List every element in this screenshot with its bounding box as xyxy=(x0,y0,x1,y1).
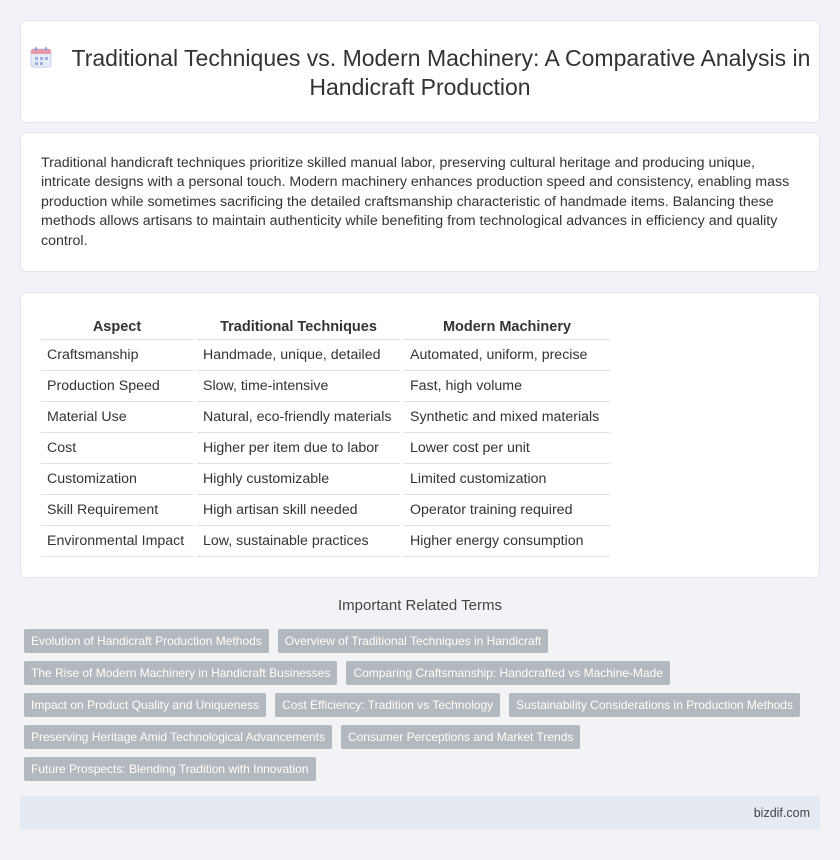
table-row xyxy=(41,464,610,495)
column-header: Aspect xyxy=(41,314,195,340)
table-cell: Slow, time-intensive xyxy=(195,371,402,402)
table-row xyxy=(41,495,610,526)
table-cell: Craftsmanship xyxy=(41,340,195,371)
table-cell: Higher energy consumption xyxy=(402,526,610,557)
comparison-table xyxy=(41,314,610,557)
summary-text: Traditional handicraft techniques prioritize skilled manual labor, preserving cultural heritage and producing unique, intricate designs with a personal touch. Modern machinery enhances production speed and consistency, enabling mass production while sometimes sacrificing the detailed craftsmanship characteristic of handmade items. Balancing these methods allows artisans to maintain authenticity while benefiting from technological advances in efficiency and quality control. xyxy=(41,155,790,249)
table-cell: Handmade, unique, detailed xyxy=(195,340,402,371)
footer xyxy=(20,796,820,830)
table-cell: Skill Requirement xyxy=(41,495,195,526)
title-text: Traditional Techniques vs. Modern Machinery: A Comparative Analysis in Handicraft Production xyxy=(71,45,811,100)
table-row xyxy=(41,340,610,371)
table-cell: Automated, uniform, precise xyxy=(402,340,610,371)
related-term-tag[interactable]: Overview of Traditional Techniques in Handicraft xyxy=(278,629,549,653)
table-cell: Synthetic and mixed materials xyxy=(402,402,610,433)
table-cell: High artisan skill needed xyxy=(195,495,402,526)
table-cell: Material Use xyxy=(41,402,195,433)
related-terms-list xyxy=(24,629,824,789)
table-row xyxy=(41,402,610,433)
related-term-tag[interactable]: Comparing Craftsmanship: Handcrafted vs Machine-Made xyxy=(346,661,669,685)
table-cell: Low, sustainable practices xyxy=(195,526,402,557)
table-cell: Environmental Impact xyxy=(41,526,195,557)
related-term-tag[interactable]: Consumer Perceptions and Market Trends xyxy=(341,725,580,749)
table-cell: Cost xyxy=(41,433,195,464)
table-row xyxy=(41,371,610,402)
table-cell: Highly customizable xyxy=(195,464,402,495)
column-header: Traditional Techniques xyxy=(195,314,402,340)
table-cell: Customization xyxy=(41,464,195,495)
table-cell: Higher per item due to labor xyxy=(195,433,402,464)
calendar-icon xyxy=(30,46,52,68)
comparison-card xyxy=(20,292,820,578)
related-term-tag[interactable]: Evolution of Handicraft Production Methods xyxy=(24,629,269,653)
table-cell: Fast, high volume xyxy=(402,371,610,402)
table-cell: Natural, eco-friendly materials xyxy=(195,402,402,433)
page-title xyxy=(21,44,819,102)
table-cell: Production Speed xyxy=(41,371,195,402)
column-header: Modern Machinery xyxy=(402,314,610,340)
summary-card xyxy=(20,132,820,272)
footer-site-link[interactable]: bizdif.com xyxy=(753,806,810,820)
table-cell: Operator training required xyxy=(402,495,610,526)
related-term-tag[interactable]: Preserving Heritage Amid Technological Advancements xyxy=(24,725,332,749)
related-term-tag[interactable]: The Rise of Modern Machinery in Handicraft Businesses xyxy=(24,661,337,685)
title-card xyxy=(20,20,820,123)
related-term-tag[interactable]: Impact on Product Quality and Uniqueness xyxy=(24,693,266,717)
related-term-tag[interactable]: Sustainability Considerations in Production Methods xyxy=(509,693,800,717)
related-term-tag[interactable]: Cost Efficiency: Tradition vs Technology xyxy=(275,693,500,717)
table-cell: Limited customization xyxy=(402,464,610,495)
related-terms-title: Important Related Terms xyxy=(338,597,502,614)
related-term-tag[interactable]: Future Prospects: Blending Tradition with Innovation xyxy=(24,757,316,781)
table-cell: Lower cost per unit xyxy=(402,433,610,464)
table-header-row xyxy=(41,314,610,340)
table-row xyxy=(41,433,610,464)
table-row xyxy=(41,526,610,557)
